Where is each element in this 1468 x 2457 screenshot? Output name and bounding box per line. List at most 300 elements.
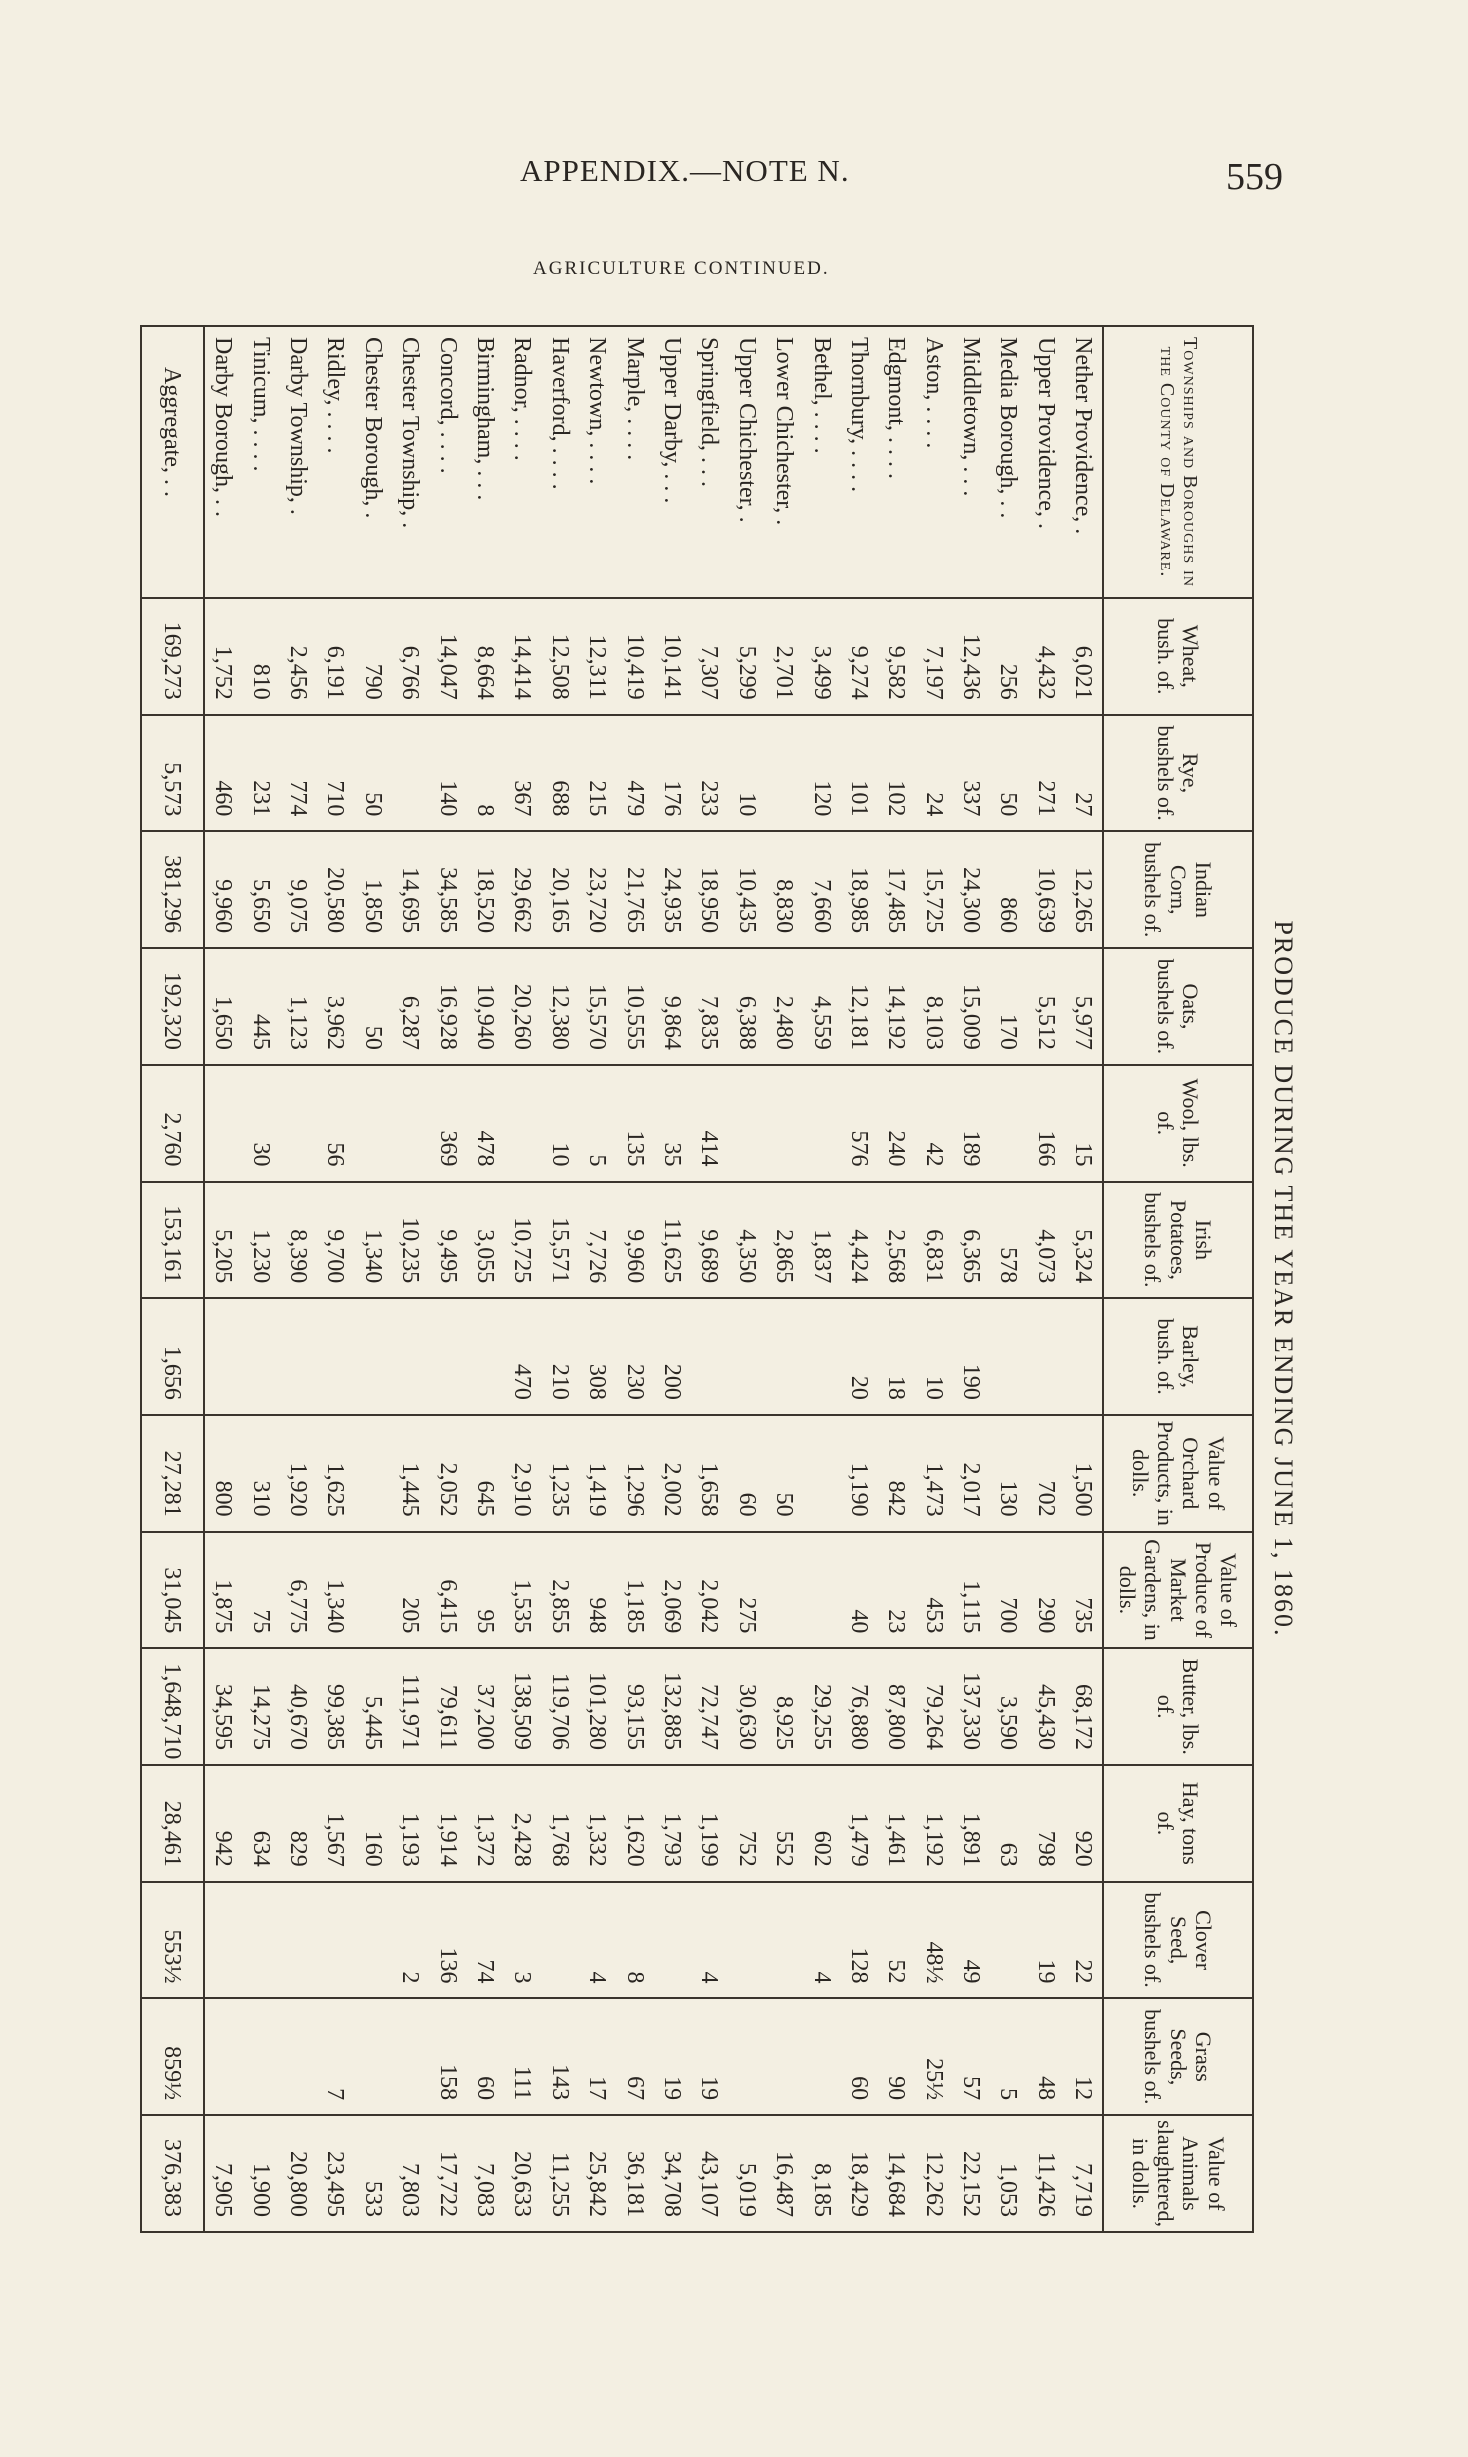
township-name-cell: Nether Providence, . (1065, 326, 1103, 598)
value-cell: 369 (429, 1065, 466, 1182)
value-cell: 774 (279, 715, 316, 832)
value-cell: 11,625 (653, 1182, 690, 1299)
aggregate-value: 28,461 (141, 1765, 204, 1882)
township-name-cell: Aston, . . . . (915, 326, 952, 598)
value-cell: 50 (354, 715, 391, 832)
value-cell: 1,340 (317, 1532, 354, 1649)
township-name-cell: Upper Chichester, . (728, 326, 765, 598)
value-cell: 29,662 (504, 831, 541, 948)
value-cell: 842 (878, 1415, 915, 1532)
value-cell: 18,985 (840, 831, 877, 948)
value-cell: 3 (504, 1882, 541, 1999)
value-cell: 18,520 (466, 831, 503, 948)
value-cell: 445 (242, 948, 279, 1065)
value-cell: 1,768 (541, 1765, 578, 1882)
value-cell: 130 (990, 1415, 1027, 1532)
value-cell: 158 (429, 1998, 466, 2115)
value-cell (765, 1298, 802, 1415)
value-cell: 2,701 (765, 598, 802, 715)
value-cell: 4,073 (1027, 1182, 1064, 1299)
value-cell: 29,255 (803, 1648, 840, 1765)
table-row (429, 326, 466, 2232)
value-cell: 34,708 (653, 2115, 690, 2232)
value-cell (354, 1998, 391, 2115)
value-cell: 16,928 (429, 948, 466, 1065)
value-cell: 24 (915, 715, 952, 832)
value-cell: 170 (990, 948, 1027, 1065)
value-cell: 4 (578, 1882, 615, 1999)
value-cell: 166 (1027, 1065, 1064, 1182)
value-cell: 1,115 (952, 1532, 989, 1649)
value-cell: 2,568 (878, 1182, 915, 1299)
value-cell: 10,435 (728, 831, 765, 948)
value-cell: 20,260 (504, 948, 541, 1065)
value-cell: 6,365 (952, 1182, 989, 1299)
value-cell: 1,658 (691, 1415, 728, 1532)
township-name-cell: Newtown, . . . . (578, 326, 615, 598)
value-cell: 798 (1027, 1765, 1064, 1882)
value-cell: 9,582 (878, 598, 915, 715)
value-cell: 2,428 (504, 1765, 541, 1882)
value-cell (354, 1532, 391, 1649)
value-cell (354, 1415, 391, 1532)
aggregate-value: 153,161 (141, 1182, 204, 1299)
township-name-cell: Chester Borough, . (354, 326, 391, 598)
value-cell (279, 1882, 316, 1999)
value-cell (728, 1998, 765, 2115)
value-cell: 9,075 (279, 831, 316, 948)
value-cell: 30,630 (728, 1648, 765, 1765)
value-cell: 2,910 (504, 1415, 541, 1532)
value-cell (765, 715, 802, 832)
value-cell (204, 1065, 242, 1182)
township-name-cell: Darby Borough, . . (204, 326, 242, 598)
column-header: Butter, lbs. of. (1103, 1648, 1253, 1765)
value-cell: 2,017 (952, 1415, 989, 1532)
column-header: Clover Seed, bushels of. (1103, 1882, 1253, 1999)
township-name-cell: Thornbury, . . . . (840, 326, 877, 598)
value-cell: 1,340 (354, 1182, 391, 1299)
value-cell: 15,571 (541, 1182, 578, 1299)
value-cell (204, 1298, 242, 1415)
value-cell: 1,235 (541, 1415, 578, 1532)
value-cell: 189 (952, 1065, 989, 1182)
value-cell: 23 (878, 1532, 915, 1649)
value-cell: 40 (840, 1532, 877, 1649)
value-cell: 20,800 (279, 2115, 316, 2232)
value-cell: 5,019 (728, 2115, 765, 2232)
value-cell: 8 (616, 1882, 653, 1999)
table-row (990, 326, 1027, 2232)
aggregate-value: 2,760 (141, 1065, 204, 1182)
value-cell: 8,664 (466, 598, 503, 715)
value-cell: 74 (466, 1882, 503, 1999)
value-cell: 12,436 (952, 598, 989, 715)
value-cell (541, 1882, 578, 1999)
value-cell: 5 (990, 1998, 1027, 2115)
value-cell: 9,689 (691, 1182, 728, 1299)
value-cell: 5,650 (242, 831, 279, 948)
value-cell: 275 (728, 1532, 765, 1649)
value-cell: 7,726 (578, 1182, 615, 1299)
value-cell (803, 1415, 840, 1532)
value-cell: 18,950 (691, 831, 728, 948)
value-cell: 3,055 (466, 1182, 503, 1299)
value-cell: 576 (840, 1065, 877, 1182)
value-cell: 10,639 (1027, 831, 1064, 948)
value-cell: 102 (878, 715, 915, 832)
value-cell: 7,905 (204, 2115, 242, 2232)
value-cell: 120 (803, 715, 840, 832)
value-cell: 49 (952, 1882, 989, 1999)
township-name-cell: Upper Darby, . . . (653, 326, 690, 598)
running-head: APPENDIX.—NOTE N. (520, 153, 850, 188)
value-cell: 5,445 (354, 1648, 391, 1765)
township-name-cell: Bethel, . . . . (803, 326, 840, 598)
value-cell: 8 (466, 715, 503, 832)
value-cell: 14,047 (429, 598, 466, 715)
value-cell (765, 1998, 802, 2115)
aggregate-value: 5,573 (141, 715, 204, 832)
value-cell: 34,585 (429, 831, 466, 948)
value-cell: 308 (578, 1298, 615, 1415)
value-cell: 45,430 (1027, 1648, 1064, 1765)
value-cell: 2,042 (691, 1532, 728, 1649)
value-cell (242, 1998, 279, 2115)
value-cell: 4,424 (840, 1182, 877, 1299)
township-name-cell: Lower Chichester, . (765, 326, 802, 598)
value-cell: 470 (504, 1298, 541, 1415)
value-cell: 12 (1065, 1998, 1103, 2115)
column-header: Grass Seeds, bushels of. (1103, 1998, 1253, 2115)
value-cell (392, 1065, 429, 1182)
value-cell (392, 715, 429, 832)
township-name-cell: Chester Township, . (392, 326, 429, 598)
column-header: Barley, bush. of. (1103, 1298, 1253, 1415)
value-cell: 57 (952, 1998, 989, 2115)
value-cell: 50 (990, 715, 1027, 832)
value-cell: 702 (1027, 1415, 1064, 1532)
value-cell: 7,803 (392, 2115, 429, 2232)
value-cell: 230 (616, 1298, 653, 1415)
column-header: Rye, bushels of. (1103, 715, 1253, 832)
value-cell: 21,765 (616, 831, 653, 948)
value-cell: 23,720 (578, 831, 615, 948)
column-header: Hay, tons of. (1103, 1765, 1253, 1882)
value-cell: 14,192 (878, 948, 915, 1065)
value-cell: 800 (204, 1415, 242, 1532)
value-cell: 552 (765, 1765, 802, 1882)
value-cell: 11,426 (1027, 2115, 1064, 2232)
value-cell: 2,052 (429, 1415, 466, 1532)
value-cell: 27 (1065, 715, 1103, 832)
value-cell: 5,977 (1065, 948, 1103, 1065)
column-header: Indian Corn, bushels of. (1103, 831, 1253, 948)
value-cell: 10,555 (616, 948, 653, 1065)
township-name-cell: Springfield, . . . (691, 326, 728, 598)
aggregate-value: 859½ (141, 1998, 204, 2115)
value-cell: 48½ (915, 1882, 952, 1999)
value-cell: 4,559 (803, 948, 840, 1065)
value-cell: 367 (504, 715, 541, 832)
value-cell: 1,920 (279, 1415, 316, 1532)
value-cell: 256 (990, 598, 1027, 715)
value-cell: 7,307 (691, 598, 728, 715)
value-cell: 18 (878, 1298, 915, 1415)
value-cell: 700 (990, 1532, 1027, 1649)
table-row (1027, 326, 1064, 2232)
table-row (878, 326, 915, 2232)
value-cell: 231 (242, 715, 279, 832)
value-cell: 93,155 (616, 1648, 653, 1765)
column-header: Value of Orchard Products, in dolls. (1103, 1415, 1253, 1532)
table-row (392, 326, 429, 2232)
column-header: Oats, bushels of. (1103, 948, 1253, 1065)
value-cell: 2,456 (279, 598, 316, 715)
value-cell: 8,925 (765, 1648, 802, 1765)
township-name-cell: Haverford, . . . . (541, 326, 578, 598)
value-cell: 6,831 (915, 1182, 952, 1299)
column-header: Value of Animals slaughtered, in dolls. (1103, 2115, 1253, 2232)
value-cell: 22,152 (952, 2115, 989, 2232)
value-cell: 15,725 (915, 831, 952, 948)
table-row (952, 326, 989, 2232)
value-cell (242, 1298, 279, 1415)
produce-table (140, 325, 1254, 2233)
value-cell: 60 (466, 1998, 503, 2115)
value-cell: 1,199 (691, 1765, 728, 1882)
value-cell: 240 (878, 1065, 915, 1182)
value-cell: 9,864 (653, 948, 690, 1065)
aggregate-value: 553½ (141, 1882, 204, 1999)
table-body (141, 326, 1103, 2232)
column-header: Irish Potatoes, bushels of. (1103, 1182, 1253, 1299)
value-cell: 128 (840, 1882, 877, 1999)
value-cell: 6,287 (392, 948, 429, 1065)
value-cell: 1,914 (429, 1765, 466, 1882)
table-row (466, 326, 503, 2232)
township-name-cell: Middletown, . . . (952, 326, 989, 598)
township-name-cell: Marple, . . . . (616, 326, 653, 598)
value-cell: 2 (392, 1882, 429, 1999)
aggregate-value: 169,273 (141, 598, 204, 715)
township-name-cell: Edgmont, . . . . (878, 326, 915, 598)
value-cell: 645 (466, 1415, 503, 1532)
aggregate-value: 376,383 (141, 2115, 204, 2232)
value-cell: 1,900 (242, 2115, 279, 2232)
value-cell: 10,725 (504, 1182, 541, 1299)
value-cell: 210 (541, 1298, 578, 1415)
value-cell: 12,181 (840, 948, 877, 1065)
township-name-cell: Concord, . . . . (429, 326, 466, 598)
aggregate-label: Aggregate, . . (141, 326, 204, 598)
value-cell: 15 (1065, 1065, 1103, 1182)
value-cell: 6,415 (429, 1532, 466, 1649)
value-cell: 8,830 (765, 831, 802, 948)
value-cell: 19 (691, 1998, 728, 2115)
value-cell: 4,350 (728, 1182, 765, 1299)
value-cell: 12,311 (578, 598, 615, 715)
table-row (653, 326, 690, 2232)
value-cell: 752 (728, 1765, 765, 1882)
value-cell: 7,197 (915, 598, 952, 715)
table-row (765, 326, 802, 2232)
value-cell: 43,107 (691, 2115, 728, 2232)
value-cell (429, 1298, 466, 1415)
value-cell: 140 (429, 715, 466, 832)
value-cell: 948 (578, 1532, 615, 1649)
value-cell: 48 (1027, 1998, 1064, 2115)
value-cell: 1,837 (803, 1182, 840, 1299)
value-cell: 533 (354, 2115, 391, 2232)
value-cell: 6,021 (1065, 598, 1103, 715)
value-cell: 24,935 (653, 831, 690, 948)
value-cell: 60 (728, 1415, 765, 1532)
value-cell: 111 (504, 1998, 541, 2115)
value-cell: 25,842 (578, 2115, 615, 2232)
value-cell: 1,650 (204, 948, 242, 1065)
value-cell (990, 1298, 1027, 1415)
value-cell: 17 (578, 1998, 615, 2115)
column-header: Wheat, bush. of. (1103, 598, 1253, 715)
value-cell: 5,299 (728, 598, 765, 715)
value-cell (990, 1065, 1027, 1182)
value-cell: 735 (1065, 1532, 1103, 1649)
table-row (728, 326, 765, 2232)
value-cell: 9,495 (429, 1182, 466, 1299)
value-cell: 50 (354, 948, 391, 1065)
value-cell: 5 (578, 1065, 615, 1182)
value-cell: 1,875 (204, 1532, 242, 1649)
value-cell: 17,722 (429, 2115, 466, 2232)
value-cell: 1,850 (354, 831, 391, 948)
value-cell: 8,390 (279, 1182, 316, 1299)
value-cell: 1,891 (952, 1765, 989, 1882)
value-cell: 1,123 (279, 948, 316, 1065)
value-cell: 11,255 (541, 2115, 578, 2232)
value-cell: 10,419 (616, 598, 653, 715)
value-cell: 2,002 (653, 1415, 690, 1532)
value-cell: 23,495 (317, 2115, 354, 2232)
value-cell: 7,083 (466, 2115, 503, 2232)
value-cell: 10 (541, 1065, 578, 1182)
value-cell: 14,695 (392, 831, 429, 948)
value-cell: 15,009 (952, 948, 989, 1065)
value-cell (990, 1882, 1027, 1999)
value-cell: 19 (653, 1998, 690, 2115)
value-cell: 25½ (915, 1998, 952, 2115)
value-cell (653, 1882, 690, 1999)
value-cell: 829 (279, 1765, 316, 1882)
value-cell: 20 (840, 1298, 877, 1415)
value-cell: 290 (1027, 1532, 1064, 1649)
value-cell: 19 (1027, 1882, 1064, 1999)
value-cell: 8,185 (803, 2115, 840, 2232)
value-cell: 135 (616, 1065, 653, 1182)
value-cell: 2,865 (765, 1182, 802, 1299)
value-cell: 9,700 (317, 1182, 354, 1299)
value-cell (728, 1882, 765, 1999)
value-cell: 233 (691, 715, 728, 832)
value-cell: 1,053 (990, 2115, 1027, 2232)
table-row (279, 326, 316, 2232)
value-cell: 1,445 (392, 1415, 429, 1532)
value-cell: 40,670 (279, 1648, 316, 1765)
value-cell: 1,479 (840, 1765, 877, 1882)
value-cell: 20,580 (317, 831, 354, 948)
value-cell: 479 (616, 715, 653, 832)
table-row (616, 326, 653, 2232)
value-cell: 63 (990, 1765, 1027, 1882)
value-cell: 10,235 (392, 1182, 429, 1299)
value-cell: 22 (1065, 1882, 1103, 1999)
value-cell: 8,103 (915, 948, 952, 1065)
value-cell (279, 1298, 316, 1415)
value-cell: 1,296 (616, 1415, 653, 1532)
aggregate-value: 1,656 (141, 1298, 204, 1415)
value-cell: 1,230 (242, 1182, 279, 1299)
value-cell: 67 (616, 1998, 653, 2115)
value-cell (354, 1065, 391, 1182)
value-cell (354, 1298, 391, 1415)
value-cell: 6,766 (392, 598, 429, 715)
aggregate-value: 1,648,710 (141, 1648, 204, 1765)
value-cell: 20,633 (504, 2115, 541, 2232)
value-cell (392, 1298, 429, 1415)
value-cell (279, 1065, 316, 1182)
value-cell: 12,262 (915, 2115, 952, 2232)
value-cell: 76,880 (840, 1648, 877, 1765)
value-cell: 16,487 (765, 2115, 802, 2232)
value-cell: 7,835 (691, 948, 728, 1065)
value-cell (204, 1998, 242, 2115)
value-cell: 1,567 (317, 1765, 354, 1882)
value-cell: 138,509 (504, 1648, 541, 1765)
value-cell (691, 1298, 728, 1415)
township-name-cell: Radnor, . . . . (504, 326, 541, 598)
value-cell: 6,775 (279, 1532, 316, 1649)
table-row (317, 326, 354, 2232)
value-cell: 75 (242, 1532, 279, 1649)
value-cell: 1,193 (392, 1765, 429, 1882)
value-cell: 1,620 (616, 1765, 653, 1882)
value-cell: 4,432 (1027, 598, 1064, 715)
value-cell: 6,191 (317, 598, 354, 715)
aggregate-value: 381,296 (141, 831, 204, 948)
value-cell: 176 (653, 715, 690, 832)
township-name-cell: Media Borough, . . (990, 326, 1027, 598)
value-cell (279, 1998, 316, 2115)
value-cell: 790 (354, 598, 391, 715)
value-cell: 15,570 (578, 948, 615, 1065)
value-cell: 1,535 (504, 1532, 541, 1649)
value-cell: 143 (541, 1998, 578, 2115)
value-cell: 37,200 (466, 1648, 503, 1765)
value-cell: 453 (915, 1532, 952, 1649)
value-cell (803, 1998, 840, 2115)
value-cell: 111,971 (392, 1648, 429, 1765)
table-row (541, 326, 578, 2232)
value-cell: 1,419 (578, 1415, 615, 1532)
value-cell: 271 (1027, 715, 1064, 832)
value-cell: 10,141 (653, 598, 690, 715)
aggregate-row (141, 326, 204, 2232)
column-header: Value of Produce of Market Gardens, in dolls. (1103, 1532, 1253, 1649)
value-cell: 460 (204, 715, 242, 832)
value-cell (242, 1882, 279, 1999)
table-inner (140, 325, 1312, 2233)
value-cell: 2,480 (765, 948, 802, 1065)
